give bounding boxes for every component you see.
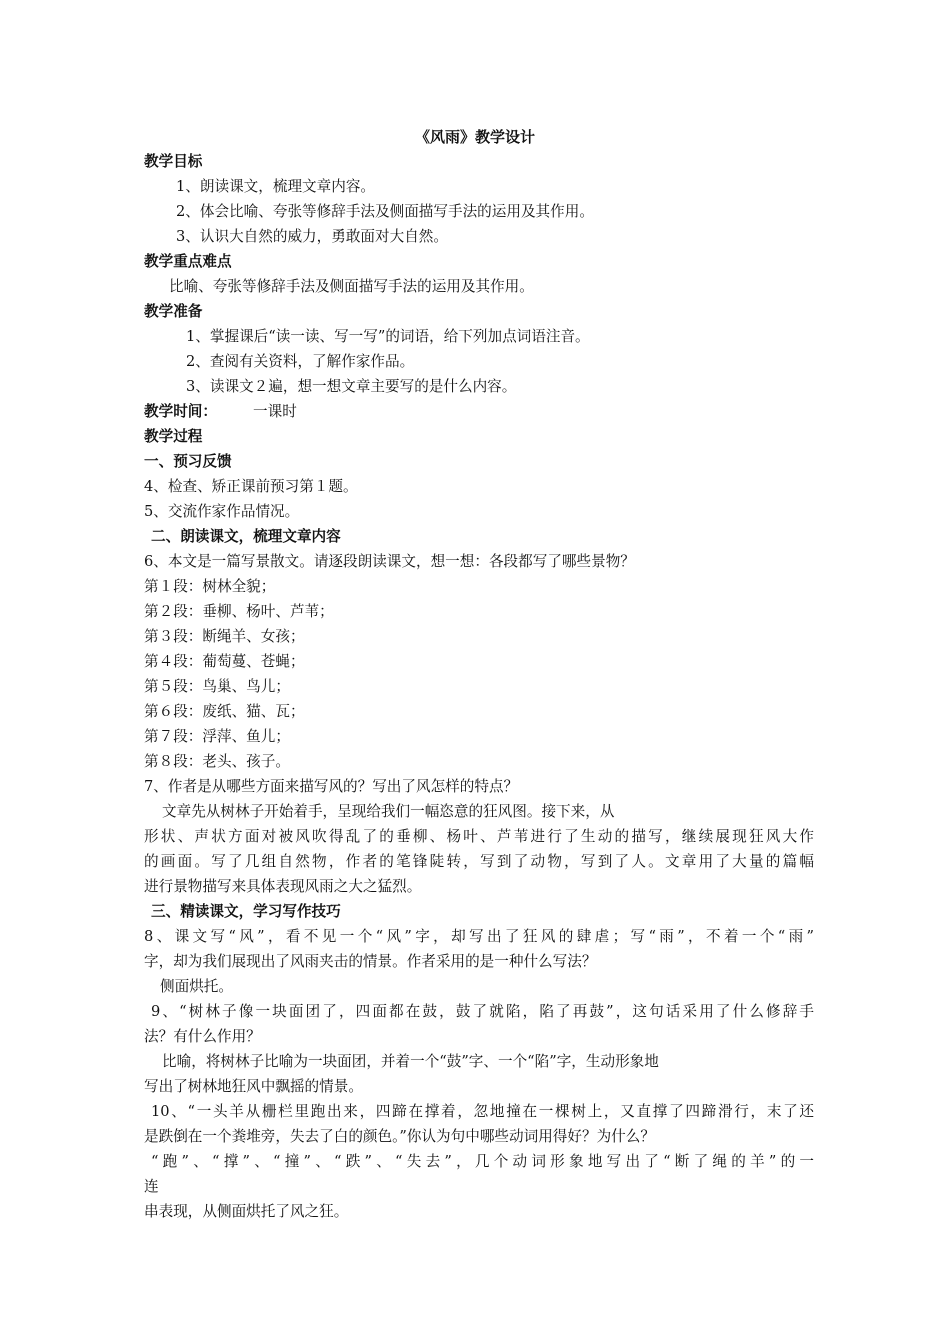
key-points-text: 比喻、夸张等修辞手法及侧面描写手法的运用及其作用。 xyxy=(169,278,534,295)
question-8-line: 8、课文写“风”，看不见一个“风”字，却写出了狂风的肆虐；写“雨”，不着一个“雨” xyxy=(144,928,814,945)
process-item: 4、检查、矫正课前预习第１题。 xyxy=(144,478,358,495)
page-title: 《风雨》教学设计 xyxy=(414,128,535,146)
question-9-line: 法？有什么作用？ xyxy=(144,1028,261,1045)
section-heading-preview: 一、预习反馈 xyxy=(144,453,232,470)
preparation-item: 1、掌握课后“读一读、写一写”的词语，给下列加点词语注音。 xyxy=(186,328,590,345)
answer-10-line: 串表现，从侧面烘托了风之狂。 xyxy=(144,1203,349,1220)
question-10-line: 10、“一头羊从栅栏里跑出来，四蹄在撑着，忽地撞在一棵树上，又直撑了四蹄滑行，末了还 xyxy=(151,1103,814,1120)
question-6: 6、本文是一篇写景散文。请逐段朗读课文，想一想：各段都写了哪些景物？ xyxy=(144,553,635,570)
question-7: 7、作者是从哪些方面来描写风的？写出了风怎样的特点？ xyxy=(144,778,519,795)
question-9-line: 9、“树林子像一块面团了，四面都在鼓，鼓了就陷，陷了再鼓”，这句话采用了什么修辞手 xyxy=(151,1003,814,1020)
question-8-line: 字，却为我们展现出了风雨夹击的情景。作者采用的是一种什么写法？ xyxy=(144,953,597,970)
question-10-line: 是跌倒在一个粪堆旁，失去了白的颜色。”你认为句中哪些动词用得好？为什么？ xyxy=(144,1128,655,1145)
heading-goals: 教学目标 xyxy=(144,153,203,170)
paragraph-summary: 第３段：断绳羊、女孩； xyxy=(144,628,305,645)
paragraph-summary: 第７段：浮萍、鱼儿； xyxy=(144,728,290,745)
answer-9-line: 比喻，将树林子比喻为一块面团，并着一个“鼓”字、一个“陷”字，生动形象地 xyxy=(162,1053,659,1070)
preparation-item: 2、查阅有关资料，了解作家作品。 xyxy=(186,353,415,370)
heading-time: 教学时间： xyxy=(144,403,217,420)
heading-key-points: 教学重点难点 xyxy=(144,253,232,270)
answer-7-line: 文章先从树林子开始着手，呈现给我们一幅恣意的狂风图。接下来，从 xyxy=(162,803,615,820)
answer-9-line: 写出了树林地狂风中飘摇的情景。 xyxy=(144,1078,363,1095)
time-value: 一课时 xyxy=(253,403,297,420)
preparation-item: 3、读课文２遍，想一想文章主要写的是什么内容。 xyxy=(186,378,517,395)
answer-10-line: “跑”、“撑”、“撞”、“跌”、“失去”，几个动词形象地写出了“断了绳的羊”的一 xyxy=(151,1153,814,1170)
answer-8: 侧面烘托。 xyxy=(160,978,233,995)
paragraph-summary: 第４段：葡萄蔓、苍蝇； xyxy=(144,653,305,670)
goal-item: 1、朗读课文，梳理文章内容。 xyxy=(176,178,376,195)
section-heading-reading: 二、朗读课文，梳理文章内容 xyxy=(151,528,341,545)
section-heading-close-reading: 三、精读课文，学习写作技巧 xyxy=(151,903,341,920)
goal-item: 2、体会比喻、夸张等修辞手法及侧面描写手法的运用及其作用。 xyxy=(176,203,594,220)
paragraph-summary: 第６段：废纸、猫、瓦； xyxy=(144,703,305,720)
answer-7-line: 形状、声状方面对被风吹得乱了的垂柳、杨叶、芦苇进行了生动的描写，继续展现狂风大作 xyxy=(144,828,814,845)
paragraph-summary: 第８段：老头、孩子。 xyxy=(144,753,290,770)
paragraph-summary: 第２段：垂柳、杨叶、芦苇； xyxy=(144,603,334,620)
paragraph-summary: 第５段：鸟巢、鸟儿； xyxy=(144,678,290,695)
goal-item: 3、认识大自然的威力，勇敢面对大自然。 xyxy=(176,228,448,245)
heading-process: 教学过程 xyxy=(144,428,203,445)
answer-7-line: 进行景物描写来具体表现风雨之大之猛烈。 xyxy=(144,878,422,895)
paragraph-summary: 第１段：树林全貌； xyxy=(144,578,276,595)
answer-7-line: 的画面。写了几组自然物，作者的笔锋陡转，写到了动物，写到了人。文章用了大量的篇幅 xyxy=(144,853,814,870)
process-item: 5、交流作家作品情况。 xyxy=(144,503,300,520)
heading-preparation: 教学准备 xyxy=(144,303,203,320)
answer-10-line: 连 xyxy=(144,1178,159,1195)
